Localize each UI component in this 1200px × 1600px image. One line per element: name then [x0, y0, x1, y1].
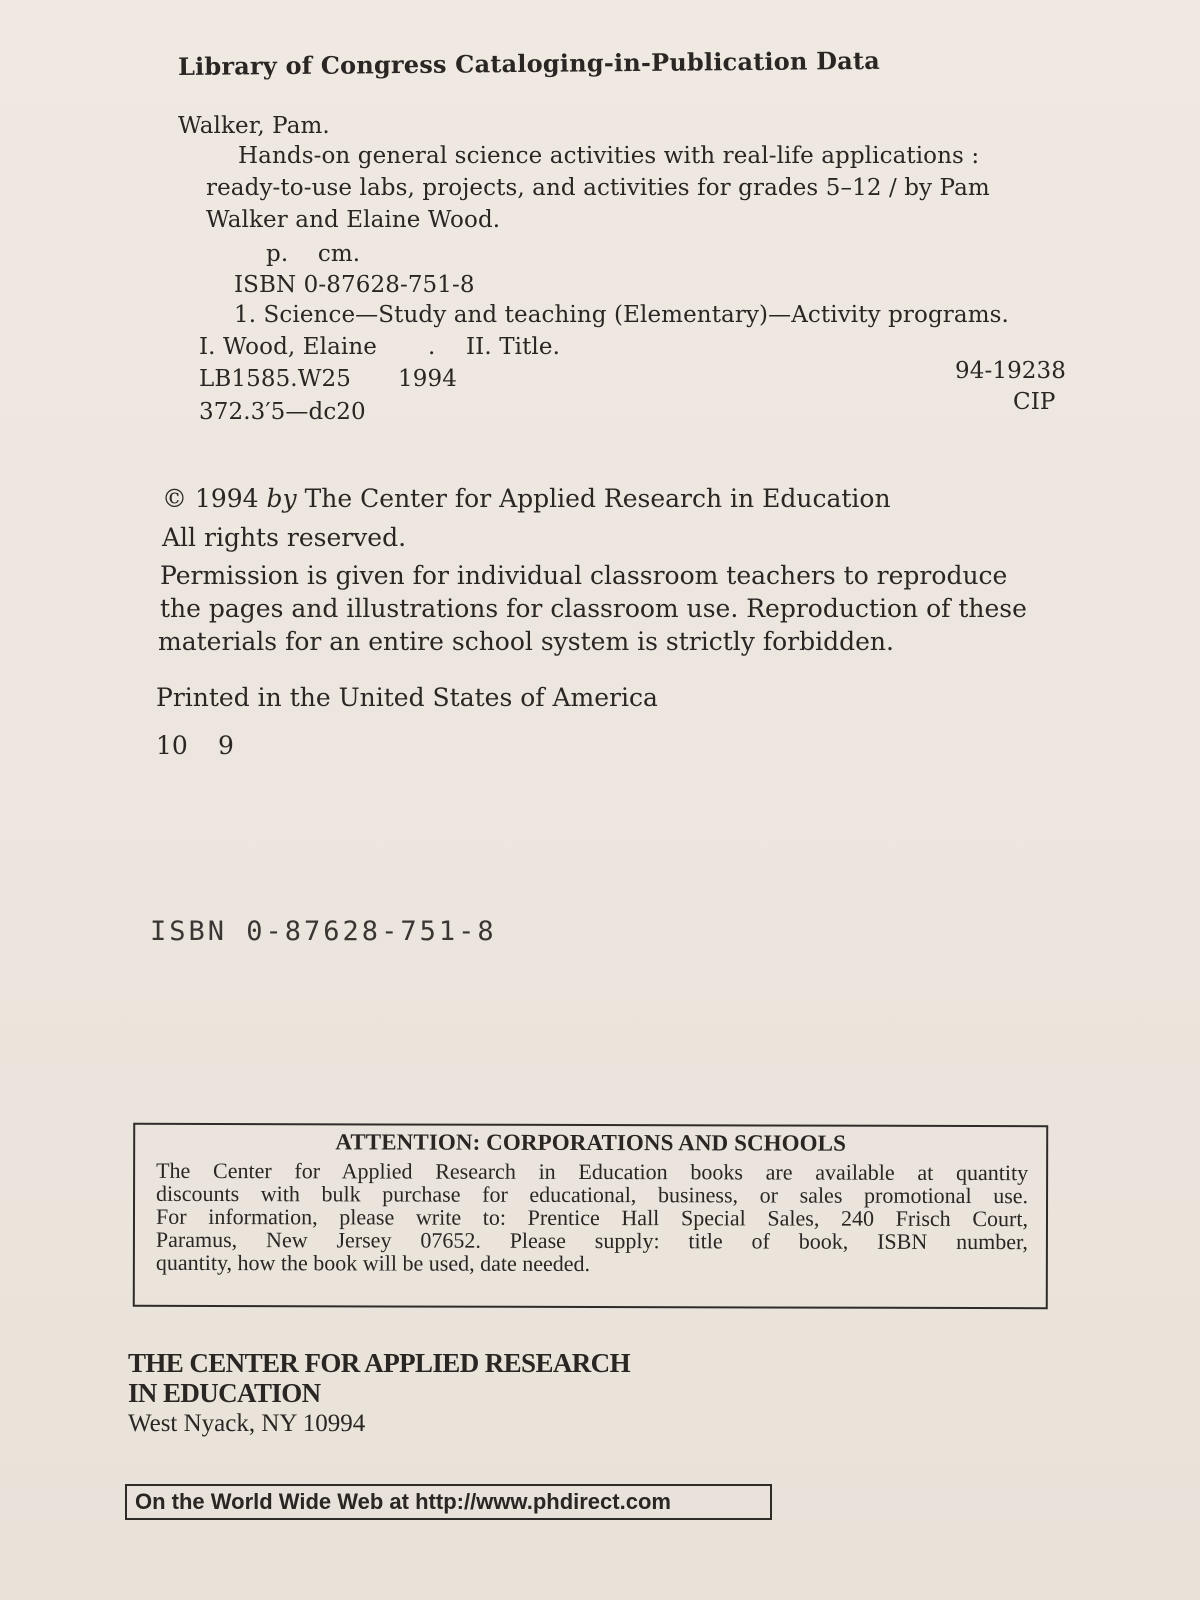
cip-pages: p. cm.: [266, 241, 361, 267]
publisher-name-line-2: IN EDUCATION: [128, 1378, 321, 1408]
cip-call-year: 1994: [398, 366, 457, 392]
copyright-symbol-year: © 1994: [162, 484, 259, 513]
cip-added-entry-dot: .: [428, 334, 436, 360]
permission-line-3: materials for an entire school system is strictly forbidden.: [158, 627, 894, 656]
copyright-holder: The Center for Applied Research in Education: [304, 484, 891, 513]
printed-in: Printed in the United States of America: [156, 683, 658, 712]
attention-box: [133, 1123, 1048, 1309]
permission-line-2: the pages and illustrations for classroom use. Reproduction of these: [160, 594, 1027, 623]
publisher-address: West Nyack, NY 10994: [128, 1410, 366, 1437]
permission-line-1: Permission is given for individual classroom teachers to reproduce: [160, 561, 1008, 590]
print-run-10: 10: [156, 731, 188, 760]
ocr-isbn: ISBN 0-87628-751-8: [150, 916, 497, 947]
cip-added-entry-2: II. Title.: [466, 334, 561, 360]
attention-line-3: For information, please write to: Prentice Hall Special Sales, 240 Frisch Court,: [155, 1203, 1029, 1232]
cip-dewey: 372.3′5—dc20: [199, 399, 366, 425]
cip-title-line-3: Walker and Elaine Wood.: [206, 207, 501, 233]
attention-line-2: discounts with bulk purchase for educational, business, or sales promotional use.: [156, 1180, 1029, 1209]
cip-title-line-2: ready-to-use labs, projects, and activities for grades 5–12 / by Pam: [206, 175, 990, 201]
attention-line-5: quantity, how the book will be used, date needed.: [155, 1249, 591, 1276]
cip-title-line-1: Hands-on general science activities with real-life applications :: [238, 143, 980, 169]
cip-author: Walker, Pam.: [178, 113, 330, 139]
cip-added-entry-1: I. Wood, Elaine: [199, 334, 377, 360]
cip-label: CIP: [1013, 389, 1056, 415]
attention-line-1: The Center for Applied Research in Education books are available at quantity: [156, 1157, 1029, 1186]
cip-subject: 1. Science—Study and teaching (Elementary)—Activity programs.: [234, 302, 1009, 328]
cip-lccn: 94-19238: [955, 358, 1067, 384]
cip-heading: Library of Congress Cataloging-in-Publication Data: [177, 45, 881, 81]
attention-title: ATTENTION: CORPORATIONS AND SCHOOLS: [335, 1129, 847, 1156]
cip-isbn: ISBN 0-87628-751-8: [234, 272, 475, 298]
cip-call-number: LB1585.W25: [199, 366, 351, 392]
rights-reserved: All rights reserved.: [162, 523, 407, 552]
attention-line-4: Paramus, New Jersey 07652. Please supply: title of book, ISBN number,: [155, 1226, 1028, 1255]
attention-body: [156, 1159, 1028, 1276]
web-address-box: On the World Wide Web at http://www.phdirect.com: [125, 1484, 772, 1520]
copyright-line: [162, 484, 891, 513]
publisher-name-line-1: THE CENTER FOR APPLIED RESEARCH: [128, 1348, 630, 1378]
print-run-9: 9: [218, 731, 234, 760]
copyright-by: by: [266, 484, 297, 513]
